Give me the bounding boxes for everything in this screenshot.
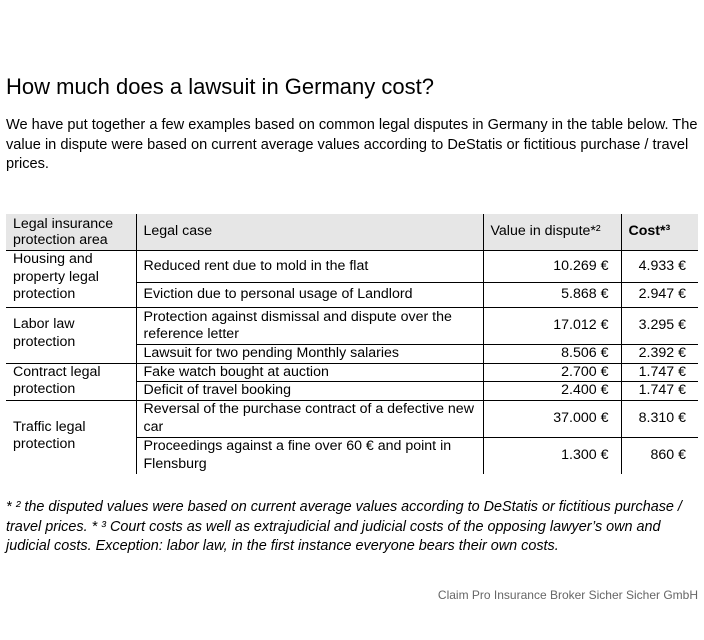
table-row	[6, 308, 698, 345]
value-cell: 17.012 €	[483, 308, 621, 345]
value-cell: 2.700 €	[483, 363, 621, 382]
table-header-row	[6, 214, 698, 251]
cost-cell: 2.947 €	[621, 283, 698, 308]
cost-cell: 2.392 €	[621, 345, 698, 364]
case-cell: Fake watch bought at auction	[136, 363, 483, 382]
value-cell: 8.506 €	[483, 345, 621, 364]
header-area: Legal insurance protection area	[6, 214, 136, 251]
intro-paragraph: We have put together a few examples based on common legal disputes in Germany in the table below. The value in dispute were based on current average values according to DeStatis or fictitious purchase / travel prices.	[6, 117, 698, 172]
area-contract: Contract legal protection	[6, 363, 136, 400]
table-row	[6, 400, 698, 437]
area-labor: Labor law protection	[6, 308, 136, 364]
page-title: How much does a lawsuit in Germany cost?	[6, 74, 434, 99]
header-case: Legal case	[136, 214, 483, 251]
cost-cell: 3.295 €	[621, 308, 698, 345]
area-housing: Housing and property legal protection	[6, 251, 136, 308]
case-cell: Lawsuit for two pending Monthly salaries	[136, 345, 483, 364]
cost-cell: 1.747 €	[621, 382, 698, 401]
case-cell: Reversal of the purchase contract of a defective new car	[136, 400, 483, 437]
cost-table	[6, 214, 698, 474]
value-cell: 2.400 €	[483, 382, 621, 401]
table-row	[6, 363, 698, 382]
brand-credit: Claim Pro Insurance Broker Sicher Sicher GmbH	[437, 588, 698, 602]
value-cell: 1.300 €	[483, 437, 621, 474]
footnote: * ² the disputed values were based on current average values according to DeStatis or fictitious purchase / travel prices. * ³ Court costs as well as extrajudicial and judicial costs of the opposing lawyer’s own and judicial costs. Exception: labor law, in the first instance everyone bears their own costs.	[6, 499, 682, 554]
cost-cell: 1.747 €	[621, 363, 698, 382]
value-cell: 37.000 €	[483, 400, 621, 437]
case-cell: Reduced rent due to mold in the flat	[136, 251, 483, 283]
value-cell: 10.269 €	[483, 251, 621, 283]
table-row	[6, 251, 698, 283]
case-cell: Proceedings against a fine over 60 € and point in Flensburg	[136, 437, 483, 474]
header-cost: Cost*³	[621, 214, 698, 251]
value-cell: 5.868 €	[483, 283, 621, 308]
header-value: Value in dispute*²	[483, 214, 621, 251]
case-cell: Deficit of travel booking	[136, 382, 483, 401]
area-traffic: Traffic legal protection	[13, 418, 86, 452]
cost-cell: 8.310 €	[621, 400, 698, 437]
case-cell: Eviction due to personal usage of Landlord	[136, 283, 483, 308]
cost-cell: 860 €	[621, 437, 698, 474]
cost-cell: 4.933 €	[621, 251, 698, 283]
case-cell: Protection against dismissal and dispute over the reference letter	[136, 308, 483, 345]
